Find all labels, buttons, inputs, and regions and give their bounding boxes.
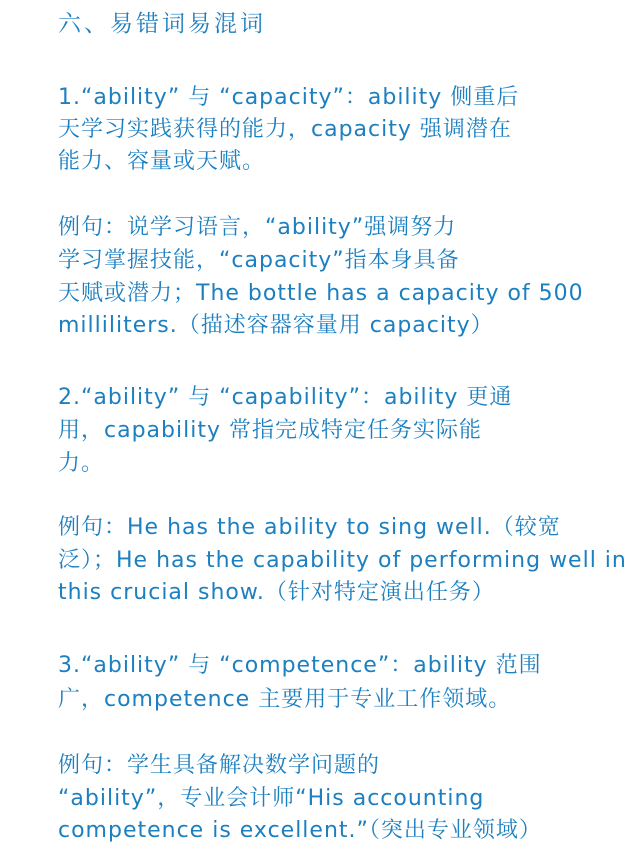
item-1-definition-line-3: 能力、容量或天赋。	[58, 149, 266, 174]
item-3-definition-line-2: 广，competence 主要用于专业工作领域。	[58, 687, 512, 712]
item-2-definition-line-3: 力。	[58, 451, 105, 476]
item-2-example-line-1: 例句：He has the ability to sing well.（较宽	[58, 515, 561, 540]
item-2-example-line-2: 泛）；He has the capability of performing well in	[58, 548, 627, 573]
item-3-example-line-1: 例句：学生具备解决数学问题的	[58, 753, 381, 778]
item-1-definition-line-2: 天学习实践获得的能力，capacity 强调潜在	[58, 117, 512, 142]
item-1-example-line-4: milliliters.（描述容器容量用 capacity）	[58, 313, 494, 338]
item-3-definition-line-1: 3.“ability” 与 “competence”：ability 范围	[58, 653, 542, 678]
item-2-definition-line-1: 2.“ability” 与 “capability”：ability 更通	[58, 385, 513, 410]
item-1-example-line-3: 天赋或潜力；The bottle has a capacity of 500	[58, 281, 584, 306]
item-2-definition-line-2: 用，capability 常指完成特定任务实际能	[58, 418, 482, 443]
item-1-definition-line-1: 1.“ability” 与 “capacity”：ability 侧重后	[58, 85, 520, 110]
item-1-example-line-1: 例句：说学习语言，“ability”强调努力	[58, 215, 457, 240]
item-3-example-line-3: competence is excellent.”（突出专业领域）	[58, 818, 542, 843]
section-title: 六、易错词易混词	[58, 11, 266, 37]
item-2-example-line-3: this crucial show.（针对特定演出任务）	[58, 580, 495, 605]
item-1-example-line-2: 学习掌握技能，“capacity”指本身具备	[58, 248, 460, 273]
item-3-example-line-2: “ability”，专业会计师“His accounting	[58, 786, 485, 811]
